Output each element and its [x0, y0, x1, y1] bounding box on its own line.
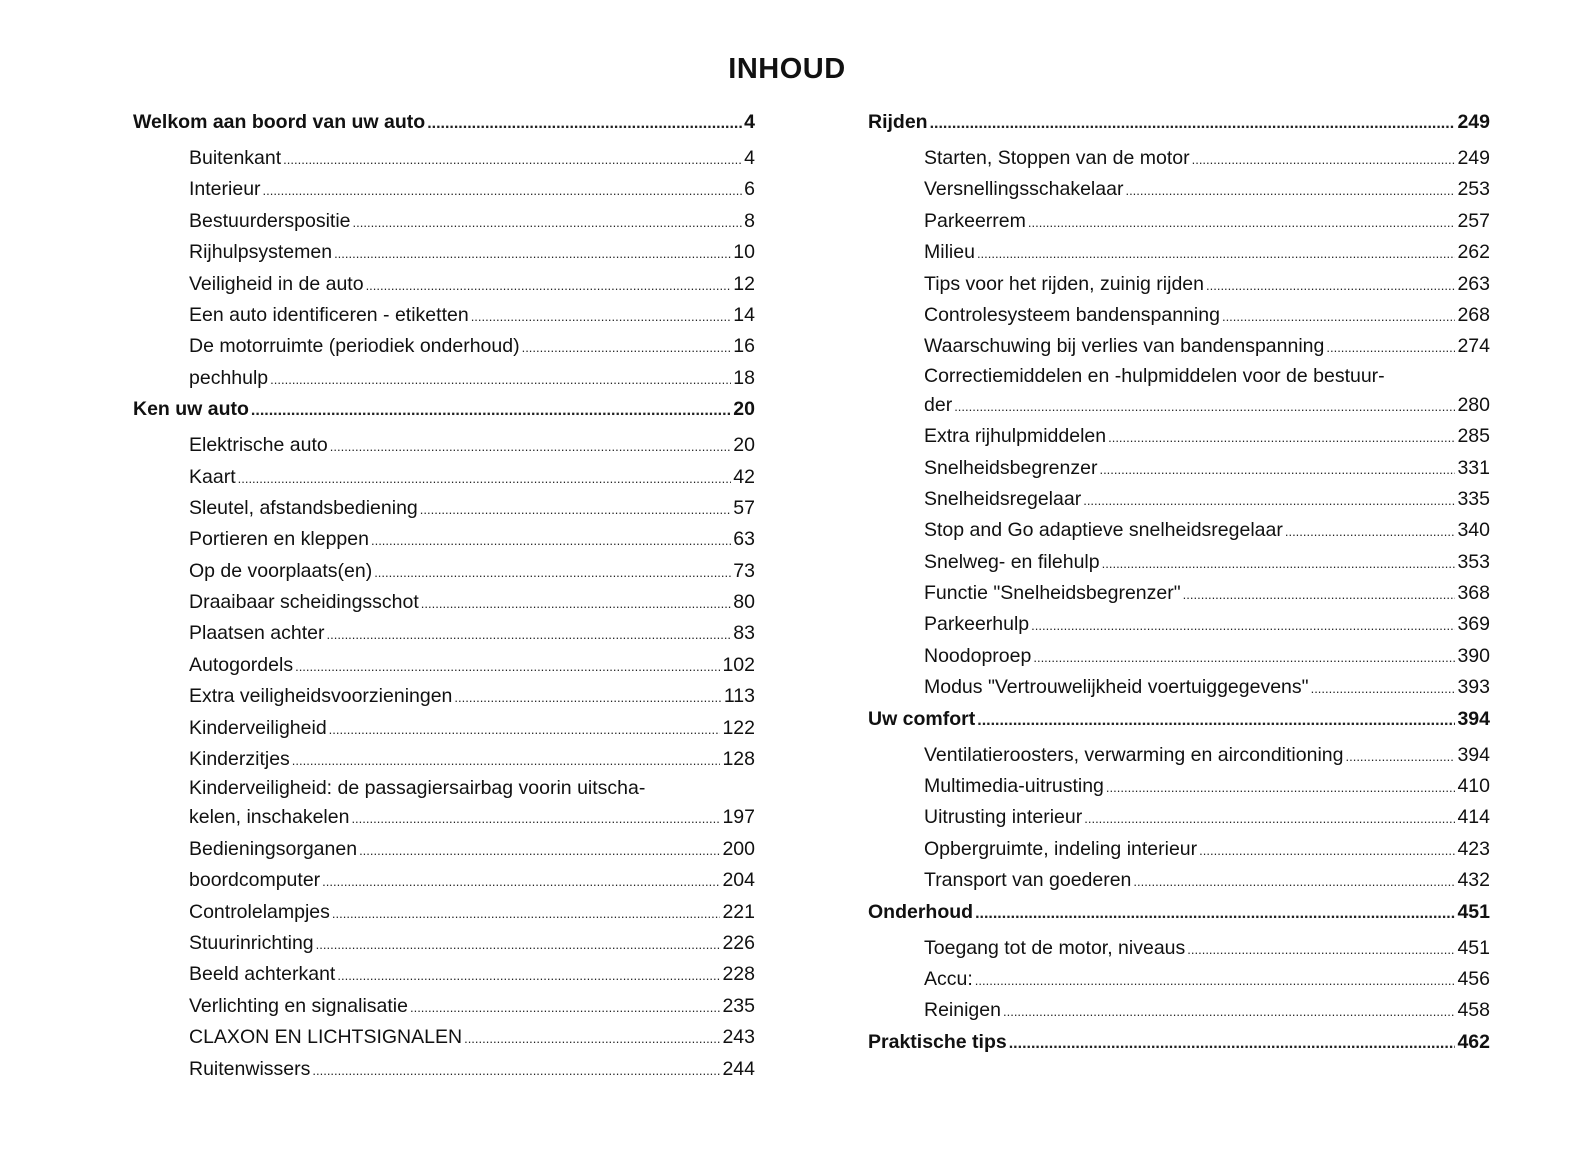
toc-page-number: 18 [733, 366, 755, 389]
toc-page-number: 451 [1457, 936, 1490, 959]
dot-leader [522, 332, 732, 363]
toc-entry-label: Parkeerrem [924, 209, 1026, 232]
toc-page-number: 4 [744, 111, 755, 133]
dot-leader [1285, 516, 1456, 547]
toc-entry-label: Snelweg- en filehulp [924, 550, 1100, 573]
dot-leader [374, 557, 731, 588]
dot-leader [263, 175, 743, 206]
dot-leader [427, 109, 742, 139]
toc-page-number: 369 [1457, 613, 1490, 636]
toc-entry-label: Kinderveiligheid [189, 716, 327, 739]
toc-page-number: 57 [733, 496, 755, 519]
toc-entry[interactable] [133, 587, 755, 618]
toc-page-number: 42 [733, 465, 755, 488]
dot-leader [1009, 1029, 1456, 1059]
dot-leader [977, 238, 1456, 269]
toc-entry-label: Kinderzitjes [189, 748, 290, 771]
toc-section-welkom-aan-boord-van-uw-auto [133, 107, 755, 394]
toc-page-number: 423 [1457, 837, 1490, 860]
toc-page-number: 394 [1457, 707, 1490, 730]
toc-page-number: 113 [723, 685, 755, 708]
dot-leader [1099, 454, 1455, 485]
toc-entry-label: Tips voor het rijden, zuinig rijden [924, 272, 1204, 295]
toc-entry[interactable] [133, 430, 755, 461]
toc-entry[interactable] [868, 331, 1490, 362]
toc-entry-label: Multimedia-uitrusting [924, 775, 1104, 798]
toc-entry-label: Versnellingsschakelaar [924, 178, 1124, 201]
toc-page-number: 20 [733, 398, 755, 421]
toc-entry-label: Stuurinrichting [189, 931, 314, 954]
dot-leader [1133, 866, 1455, 897]
toc-page-number: 335 [1457, 487, 1490, 510]
toc-entry-label: Buitenkant [189, 147, 282, 169]
toc-entry[interactable] [133, 237, 755, 268]
toc-entry[interactable] [868, 174, 1490, 205]
toc-entry[interactable] [868, 802, 1490, 833]
toc-entry-label: Extra veiligheidsvoorzieningen [189, 685, 453, 708]
toc-entry-label: Controlesysteem bandenspanning [924, 303, 1220, 326]
toc-page-number: 268 [1457, 303, 1490, 326]
dot-leader [330, 431, 732, 462]
toc-entry-line2[interactable] [133, 802, 755, 833]
dot-leader [954, 391, 1455, 422]
dot-leader [353, 207, 743, 238]
toc-entry-label: Functie "Snelheidsbegrenzer" [924, 582, 1181, 605]
toc-entry[interactable] [133, 300, 755, 331]
toc-entry[interactable] [868, 206, 1490, 237]
toc-page-number: 226 [722, 931, 755, 954]
toc-entry[interactable] [868, 363, 1490, 421]
toc-entry-label: Uw comfort [868, 707, 976, 730]
toc-entry-label: Bestuurderspositie [189, 209, 351, 232]
toc-entry[interactable] [868, 484, 1490, 515]
toc-right-column [868, 107, 1490, 1063]
toc-entry[interactable] [133, 713, 755, 744]
toc-entry-label: Ruitenwissers [189, 1057, 311, 1080]
toc-entry[interactable] [868, 237, 1490, 268]
dot-leader [421, 588, 732, 619]
toc-chapter-heading[interactable] [133, 394, 755, 430]
toc-entry-label: Noodoproep [924, 644, 1032, 667]
toc-entry-label: Plaatsen achter [189, 622, 325, 645]
toc-entry-label: Ventilatieroosters, verwarming en airconditioning [924, 743, 1344, 766]
toc-entry[interactable] [868, 995, 1490, 1026]
toc-page-number: 83 [733, 622, 755, 645]
toc-entry[interactable] [133, 650, 755, 681]
dot-leader [1084, 803, 1455, 834]
dot-leader [977, 706, 1455, 736]
dot-leader [1083, 485, 1455, 516]
toc-entry-line2[interactable] [868, 390, 1490, 421]
toc-entry[interactable] [133, 618, 755, 649]
toc-entry[interactable] [133, 681, 755, 712]
toc-entry[interactable] [868, 547, 1490, 578]
toc-section-praktische-tips [868, 1027, 1490, 1063]
dot-leader [1222, 301, 1456, 332]
dot-leader [1192, 144, 1456, 175]
toc-entry-label: Milieu [924, 241, 975, 264]
toc-entry-label: Sleutel, afstandsbediening [189, 496, 418, 519]
toc-entry[interactable] [868, 578, 1490, 609]
toc-entry-label: Snelheidsregelaar [924, 487, 1082, 510]
dot-leader [283, 144, 742, 175]
toc-entry[interactable] [133, 834, 755, 865]
dot-leader [1187, 934, 1455, 965]
toc-page-number: 414 [1457, 806, 1490, 829]
toc-page-number: 197 [722, 806, 755, 829]
toc-page-number: 16 [733, 335, 755, 358]
toc-entry[interactable] [133, 174, 755, 205]
toc-entry-label: Waarschuwing bij verlies van bandenspanning [924, 335, 1325, 358]
toc-entry-label: De motorruimte (periodiek onderhoud) [189, 335, 520, 358]
toc-entry[interactable] [133, 1022, 755, 1053]
dot-leader [337, 960, 720, 991]
toc-entry[interactable] [133, 865, 755, 896]
toc-page-number: 331 [1457, 456, 1490, 479]
toc-entry[interactable] [133, 206, 755, 237]
toc-entry[interactable] [133, 556, 755, 587]
toc-entry[interactable] [133, 991, 755, 1022]
dot-leader [238, 463, 732, 494]
toc-entry-label: Beeld achterkant [189, 963, 336, 986]
toc-page-number: 4 [744, 147, 755, 169]
toc-entry-label: Onderhoud [868, 900, 974, 923]
toc-entry[interactable] [133, 143, 755, 174]
dot-leader [316, 929, 721, 960]
toc-page-number: 102 [722, 653, 755, 676]
toc-entry[interactable] [133, 744, 755, 775]
toc-chapter-heading[interactable] [868, 1027, 1490, 1063]
toc-entry-label: Op de voorplaats(en) [189, 559, 373, 582]
toc-entry-label: Uitrusting interieur [924, 806, 1083, 829]
dot-leader [410, 992, 720, 1023]
dot-leader [295, 651, 720, 682]
dot-leader [1206, 270, 1455, 301]
toc-entry-label: Elektrische auto [189, 434, 328, 457]
toc-entry-label: Praktische tips [868, 1030, 1007, 1053]
dot-leader [454, 682, 722, 713]
toc-entry[interactable] [868, 740, 1490, 771]
toc-chapter-heading[interactable] [868, 704, 1490, 740]
toc-entry[interactable] [133, 462, 755, 493]
toc-entry[interactable] [868, 269, 1490, 300]
dot-leader [334, 238, 731, 269]
toc-page-number: 63 [733, 528, 755, 551]
toc-entry[interactable] [868, 771, 1490, 802]
dot-leader [1028, 207, 1456, 238]
toc-page-number: 353 [1457, 550, 1490, 573]
dot-leader [329, 714, 721, 745]
toc-chapter-heading[interactable] [868, 897, 1490, 933]
toc-chapter-heading[interactable] [868, 107, 1490, 143]
toc-page-number: 8 [744, 209, 755, 232]
dot-leader [1311, 673, 1456, 704]
dot-leader [270, 364, 731, 395]
dot-leader [1102, 548, 1456, 579]
toc-section-onderhoud [868, 897, 1490, 1027]
toc-page-number: 257 [1457, 209, 1490, 232]
dot-leader [312, 1055, 720, 1086]
dot-leader [1345, 741, 1455, 772]
toc-entry[interactable] [868, 672, 1490, 703]
toc-entry[interactable] [868, 964, 1490, 995]
toc-entry-label: Portieren en kleppen [189, 528, 369, 551]
dot-leader [1033, 642, 1455, 673]
toc-page-number: 410 [1457, 775, 1490, 798]
toc-entry[interactable] [868, 865, 1490, 896]
toc-entry[interactable] [133, 1054, 755, 1085]
toc-page-number: 10 [733, 241, 755, 264]
toc-page-number: 249 [1457, 111, 1490, 133]
toc-entry-label: Ken uw auto [133, 398, 249, 421]
toc-page-number: 462 [1457, 1030, 1490, 1053]
toc-entry-label: der [924, 393, 953, 416]
dot-leader [359, 835, 720, 866]
toc-page-number: 274 [1457, 335, 1490, 358]
toc-entry-label: CLAXON EN LICHTSIGNALEN [189, 1026, 463, 1049]
toc-entry-label: kelen, inschakelen [189, 806, 350, 829]
toc-page-number: 128 [722, 748, 755, 771]
toc-page-number: 451 [1457, 900, 1490, 923]
toc-section-uw-comfort [868, 704, 1490, 897]
toc-entry-label: boordcomputer [189, 869, 321, 892]
toc-entry[interactable] [868, 453, 1490, 484]
toc-entry[interactable] [868, 609, 1490, 640]
toc-entry-label: Autogordels [189, 653, 294, 676]
dot-leader [1183, 579, 1456, 610]
toc-section-rijden [868, 107, 1490, 704]
toc-page-number: 73 [733, 559, 755, 582]
toc-page-number: 432 [1457, 869, 1490, 892]
toc-entry[interactable] [133, 269, 755, 300]
toc-entry-label: Veiligheid in de auto [189, 272, 364, 295]
toc-page-number: 20 [733, 434, 755, 457]
toc-entry[interactable] [868, 421, 1490, 452]
toc-page-number: 221 [722, 900, 755, 923]
toc-page-number: 394 [1457, 743, 1490, 766]
toc-page-number: 280 [1457, 393, 1490, 416]
toc-entry-label: Bedieningsorganen [189, 837, 358, 860]
toc-page-number: 340 [1457, 519, 1490, 542]
toc-page-number: 456 [1457, 967, 1490, 990]
toc-page-number: 204 [722, 869, 755, 892]
toc-page-number: 235 [722, 994, 755, 1017]
dot-leader [292, 745, 721, 776]
page-title: INHOUD [728, 53, 846, 86]
toc-entry-label: Draaibaar scheidingsschot [189, 591, 419, 614]
dot-leader [371, 525, 731, 556]
toc-entry-label: Een auto identificeren - etiketten [189, 303, 469, 326]
toc-page-number: 262 [1457, 241, 1490, 264]
dot-leader [1199, 835, 1455, 866]
toc-entry-label: pechhulp [189, 366, 269, 389]
dot-leader [1326, 332, 1455, 363]
toc-entry-label: Reinigen [924, 999, 1001, 1022]
toc-page-number: 253 [1457, 178, 1490, 201]
toc-entry-label: Modus "Vertrouwelijkheid voertuiggegevens" [924, 676, 1309, 699]
toc-page-number: 6 [744, 178, 755, 201]
toc-entry[interactable] [868, 515, 1490, 546]
toc-page-number: 285 [1457, 425, 1490, 448]
dot-leader [420, 494, 732, 525]
dot-leader [975, 899, 1455, 929]
toc-entry-label: Kaart [189, 465, 236, 488]
toc-entry-label: Rijden [868, 111, 928, 133]
dot-leader [322, 866, 720, 897]
dot-leader [1125, 175, 1455, 206]
dot-leader [1106, 772, 1456, 803]
toc-entry[interactable] [133, 775, 755, 833]
toc-entry-label: Snelheidsbegrenzer [924, 456, 1098, 479]
toc-entry-label: Starten, Stoppen van de motor [924, 147, 1190, 169]
toc-page-number: 80 [733, 591, 755, 614]
toc-entry[interactable] [868, 143, 1490, 174]
toc-page-number: 14 [733, 303, 755, 326]
toc-entry[interactable] [133, 493, 755, 524]
toc-page-number: 390 [1457, 644, 1490, 667]
dot-leader [975, 965, 1456, 996]
toc-entry-label: Transport van goederen [924, 869, 1132, 892]
toc-page-number: 368 [1457, 582, 1490, 605]
toc-entry[interactable] [868, 834, 1490, 865]
toc-entry[interactable] [868, 641, 1490, 672]
toc-page-number: 249 [1457, 147, 1490, 169]
dot-leader [332, 898, 721, 929]
toc-page-number: 263 [1457, 272, 1490, 295]
toc-entry[interactable] [133, 959, 755, 990]
toc-entry-label: Rijhulpsystemen [189, 241, 333, 264]
dot-leader [464, 1023, 720, 1054]
dot-leader [351, 803, 720, 834]
dot-leader [366, 270, 732, 301]
toc-section-ken-uw-auto [133, 394, 755, 1085]
toc-entry[interactable] [133, 524, 755, 555]
toc-entry-label: Extra rijhulpmiddelen [924, 425, 1107, 448]
toc-page-number: 228 [722, 963, 755, 986]
toc-page-number: 12 [733, 272, 755, 295]
toc-entry[interactable] [133, 897, 755, 928]
toc-page-number: 393 [1457, 676, 1490, 699]
toc-entry[interactable] [133, 928, 755, 959]
toc-entry-label-line1: Kinderveiligheid: de passagiersairbag voorin uitscha- [189, 777, 646, 800]
toc-entry-label: Stop and Go adaptieve snelheidsregelaar [924, 519, 1283, 542]
toc-entry[interactable] [133, 331, 755, 362]
dot-leader [251, 396, 731, 426]
toc-entry-label: Parkeerhulp [924, 613, 1030, 636]
toc-entry-label: Toegang tot de motor, niveaus [924, 936, 1186, 959]
dot-leader [1003, 996, 1455, 1027]
toc-page-number: 200 [722, 837, 755, 860]
toc-entry-label: Welkom aan boord van uw auto [133, 111, 426, 133]
toc-entry-label: Verlichting en signalisatie [189, 994, 408, 1017]
toc-page-number: 122 [722, 716, 755, 739]
toc-entry[interactable] [868, 933, 1490, 964]
toc-page-number: 243 [722, 1026, 755, 1049]
dot-leader [1031, 610, 1455, 641]
toc-page-number: 458 [1457, 999, 1490, 1022]
toc-entry-label-line1: Correctiemiddelen en -hulpmiddelen voor de bestuur- [924, 364, 1385, 387]
toc-entry[interactable] [868, 300, 1490, 331]
toc-chapter-heading[interactable] [133, 107, 755, 143]
toc-entry-label: Controlelampjes [189, 900, 330, 923]
toc-entry-label: Accu: [924, 967, 973, 990]
dot-leader [930, 109, 1456, 139]
dot-leader [327, 619, 732, 650]
toc-left-column [133, 107, 755, 1085]
dot-leader [471, 301, 732, 332]
toc-entry-label: Interieur [189, 178, 261, 201]
toc-entry[interactable] [133, 363, 755, 394]
toc-page-number: 244 [722, 1057, 755, 1080]
toc-entry-label: Opbergruimte, indeling interieur [924, 837, 1198, 860]
dot-leader [1108, 422, 1455, 453]
